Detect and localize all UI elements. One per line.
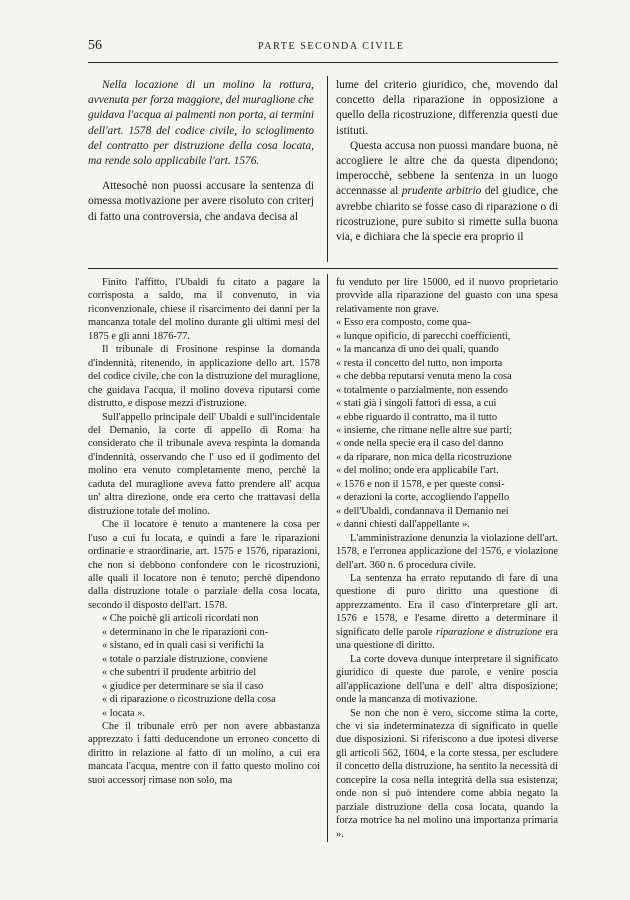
quote-line: « locata ». — [102, 707, 145, 719]
facts-paragraph: Che il tribunale errò per non avere abbastanza apprezzato i fatti deducendone un erroneo concetto di diritto in relazione al fatto di un molino, a cui era mancata l'acqua, mentre con il fatto questo molino coi suoi accessorj rimase non solo, ma — [88, 720, 320, 786]
quote-line: « che debba reputarsi venuta meno la cosa — [336, 371, 512, 383]
facts-paragraph: fu venduto per lire 15000, ed il nuovo proprietario provvide alla riparazione del guasto con una spesa relativamente non grave. — [336, 277, 558, 315]
case-summary: Nella locazione di un molino la rottura, avvenuta per forza maggiore, del muraglione che guidava l'acqua ai palmenti non porta, ai termini dell'art. 1578 del codice civile, lo scioglimento del contratto per distruzione della cosa locata, ma rende solo applicabile l'art. 1576. — [88, 79, 314, 168]
quote-line: « totalmente o parzialmente, non essendo — [336, 384, 508, 396]
quote-line: « la mancanza di uno dei quali, quando — [336, 344, 499, 356]
quote-line: « dell'Ubaldi, condannava il Demanio nei — [336, 505, 509, 517]
facts-paragraph: La corte doveva dunque interpretare il significato giuridico di queste due parole, e venire poscia all'applicazione dell'una e dell' altra disposizione; onde la mancanza di motivazione. — [336, 653, 558, 706]
quote-line: « ebbe riguardo il contratto, ma il tutto — [336, 411, 498, 423]
header-rule — [88, 62, 558, 63]
facts-left-column — [88, 276, 320, 787]
running-head: PARTE SECONDA CIVILE — [258, 41, 405, 52]
quote-line: « stati già i singoli fattori di essa, a cui — [336, 398, 497, 410]
quote-line: « onde nella specie era il caso del danno — [336, 438, 504, 450]
opinion-paragraph: Attesochè non puossi accusare la sentenza di omessa motivazione per avere risoluto con criterj di fatto una controversia, che andava decisa al — [88, 180, 314, 223]
quote-line: « sistano, ed in quali casi si verifichi la — [102, 640, 264, 652]
quote-line: « totale o parziale distruzione, conviene — [102, 653, 268, 665]
quote-line: « resta il concetto del tutto, non importa — [336, 357, 503, 369]
facts-paragraph: Sull'appello principale dell' Ubaldi e sull'incidentale del Demanio, la corte di appello di Roma ha considerato che il tribunale aveva respinta la domanda d'indennità, osservando che l' uso ed il godimento del molino era venuto completamente meno, perchè la caduta del muraglione aveva fatto prendere all' acqua un' altra direzione, onde era certo che trattavasi della distruzione totale del molino. — [88, 411, 320, 517]
quote-line: « Che poichè gli articoli ricordati non — [102, 613, 259, 625]
opinion-paragraph: Questa accusa non puossi mandare buona, nè accogliere le altre che da questa dipendono; imperocchè, sebbene la sentenza in un luogo accennasse al prudente arbitrio del giudice, che avrebbe chiarito se fosse caso di riparazione o di ricostruzione, pure subito si rimette sulla buona via, e dichiara che la specie era proprio il — [336, 139, 558, 244]
quote-line: « da riparare, non mica della ricostruzione — [336, 451, 512, 463]
facts-paragraph: Che il locatore è tenuto a mantenere la cosa per l'uso a cui fu locata, e quindi a fare le riparazioni ordinarie e straordinarie, art. 1575 e 1576, riparazioni, che non si debbono confondere con le ricostruzioni, alle quali il locatore non è tenuto; perchè dipendono dalla distruzione totale o parziale della cosa locata, secondo il disposto dell'art. 1578. — [88, 519, 320, 611]
facts-paragraph: Finito l'affitto, l'Ubaldi fu citato a pagare la corrisposta a saldo, ma il convenuto, in via riconvenzionale, chiese il risarcimento dei danni per la mancanza totale del molino durante gli ultimi mesi del 1875 e gli anni 1876-77. — [88, 277, 320, 342]
quote-line: « lunque opificio, di parecchi coefficienti, — [336, 330, 511, 342]
quote-line: « del molino; onde era applicabile l'art. — [336, 465, 499, 477]
facts-paragraph: L'amministrazione denunzia la violazione dell'art. 1578, e l'erronea applicazione del 1576, e violazione dell'art. 360 n. 6 procedura civile. — [336, 532, 558, 571]
quote-line: « giudice per determinare se sia il caso — [102, 680, 264, 692]
quoted-passage — [88, 612, 320, 720]
quote-line: « derazioni la corte, accogliendo l'appello — [336, 492, 510, 504]
column-divider — [327, 274, 328, 842]
section-rule — [88, 268, 558, 269]
quote-line: « Esso era composto, come qua- — [336, 317, 471, 329]
facts-right-column — [336, 276, 558, 841]
facts-paragraph: Se non che non è vero, siccome stima la corte, che vi sia indeterminatezza di significato in quelle due disposizioni. Si riferiscono a due ipotesi diverse gli articoli 562, 1604, e la corte stessa, per escludere il concetto della distruzione, ha sentito la necessità di concepire la cosa nella integrità della sua esistenza; onde non si può intendere come abbia negato la parziale distruzione della cosa locata, quando la forza motrice ha nel molino una importanza primaria ». — [336, 707, 558, 840]
quote-line: « insieme, che rimane nelle altre sue parti; — [336, 424, 512, 436]
quoted-passage — [336, 316, 558, 531]
quote-line: « determinano in che le riparazioni con- — [102, 626, 269, 638]
quote-line: « che subentri il prudente arbitrio del — [102, 667, 257, 679]
quote-line: « danni chiesti dall'appellante ». — [336, 519, 470, 531]
top-right-column — [336, 78, 558, 245]
quote-line: « di riparazione o ricostruzione della cosa — [102, 694, 276, 706]
page-header — [88, 38, 558, 60]
facts-paragraph: La sentenza ha errato reputando di fare di una questione di puro diritto una questione di apprezzamento. Era il caso d'interpretare gli art. 1576 e 1578, e l'esame diretto a determinare il significato delle parole riparazione e distruzione era una questione di diritto. — [336, 572, 558, 652]
quote-line: « 1576 e non il 1578, e per queste consi- — [336, 478, 505, 490]
facts-paragraph: Il tribunale di Frosinone respinse la domanda d'indennità, ritenendo, in applicazione dello art. 1578 del codice civile, che con la distruzione del muraglione, che guidava l'acqua, il molino doveva riputarsi come distrutto, e dispose mezzi d'istruzione. — [88, 344, 320, 410]
opinion-paragraph: lume del criterio giuridico, che, movendo dal concetto della riparazione in opposizione a quello della ricostruzione, differenzia questi due istituti. — [336, 79, 558, 137]
page-number: 56 — [88, 38, 102, 53]
top-left-column — [88, 78, 314, 225]
column-divider — [327, 76, 328, 262]
